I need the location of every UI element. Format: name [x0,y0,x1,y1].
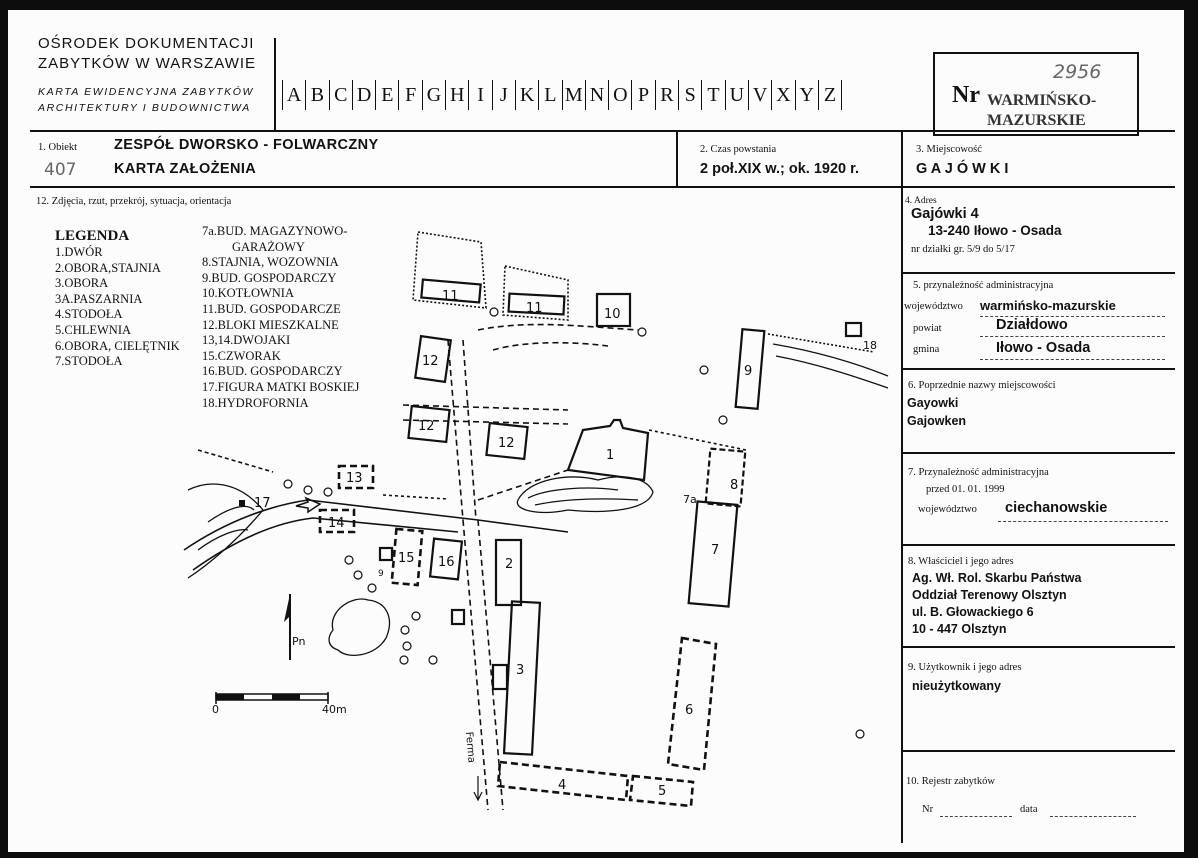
owner-line: 10 - 447 Olsztyn [912,622,1007,636]
map-label-12c: 12 [498,436,515,451]
handwritten-object-number: 407 [44,160,77,180]
plot-numbers: nr działki gr. 5/9 do 5/17 [911,244,1015,255]
map-label-17: 17 [254,496,271,511]
scale-start-label: 0 [212,703,219,716]
address-label: 4. Adres [905,196,937,206]
map-label-11b: 11 [526,301,543,316]
date-value: 2 poł.XIX w.; ok. 1920 r. [700,161,860,177]
map-label-12b: 12 [418,419,435,434]
address-line1: Gajówki 4 [911,206,979,222]
admin-label: 5. przynależność administracyjna [913,280,1054,291]
map-label-2: 2 [505,557,514,572]
road-label-ferma: Ferma [463,731,477,764]
map-label-7a: 7a [683,493,697,506]
index-letter: G [422,80,445,110]
map-label-9-small: 9 [378,569,384,579]
map-label-7: 7 [711,543,720,558]
index-letter: C [329,80,352,110]
index-letter: X [771,80,794,110]
legend-item: 7a.BUD. MAGAZYNOWO- [202,224,348,238]
site-plan [8,10,898,850]
register-nr-label: Nr [922,804,934,815]
index-letter: O [608,80,631,110]
index-letter: M [562,80,585,110]
locality-label: 3. Miejscowość [916,144,982,155]
card-subtitle: KARTA EWIDENCYJNA ZABYTKÓW ARCHITEKTURY I BUDOWNICTWA [38,86,255,114]
former-voivodeship-value: ciechanowskie [1005,500,1108,516]
register-date-label: data [1020,804,1038,815]
region-stamp-line2: MAZURSKIE [987,112,1086,129]
legend-item: 8.STAJNIA, WOZOWNIA [202,255,339,270]
map-label-18: 18 [863,339,877,352]
index-letter: U [725,80,748,110]
former-names-label: 6. Poprzednie nazwy miejscowości [908,380,1056,391]
map-label-6: 6 [685,703,694,718]
legend-item: 17.FIGURA MATKI BOSKIEJ [202,379,360,394]
legend-item: 6.OBORA, CIELĘTNIK [55,338,180,353]
legend-item: GARAŻOWY [232,239,305,254]
owner-line: Ag. Wł. Rol. Skarbu Państwa [912,571,1082,585]
voivodeship-value: warmińsko-mazurskie [980,298,1116,313]
legend-item: 16.BUD. GOSPODARCZY [202,364,343,379]
former-name-1: Gayowki [907,396,959,410]
north-label: Pn [292,635,306,648]
registry-number-box [933,52,1139,136]
legend-item: 2.OBORA,STAJNIA [55,260,161,275]
map-label-15: 15 [398,551,415,566]
legend-item: 9.BUD. GOSPODARCZY [202,270,337,285]
admin-before-label: 7. Przynależność administracyjna [908,467,1049,478]
handwritten-number: 2956 [1053,61,1102,83]
map-label-3: 3 [516,663,525,678]
map-label-5: 5 [658,784,667,799]
object-label: 1. Obiekt [38,142,78,153]
map-label-13: 13 [346,471,363,486]
map-label-4: 4 [558,778,567,793]
scale-end-label: 40m [322,703,347,716]
index-letter: F [398,80,421,110]
index-letter: H [445,80,468,110]
date-label: 2. Czas powstania [700,144,777,155]
map-label-1: 1 [606,448,615,463]
legend-item: 15.CZWORAK [202,348,281,363]
map-label-16: 16 [438,555,455,570]
index-letter: N [585,80,608,110]
legend-item: 12.BLOKI MIESZKALNE [202,317,339,332]
owner-line: Oddział Terenowy Olsztyn [912,588,1067,602]
map-label-12a: 12 [422,354,439,369]
county-value: Działdowo [996,317,1068,333]
index-letter: D [352,80,375,110]
legend-item: 4.STODOŁA [55,307,123,322]
index-letter: Y [795,80,818,110]
legend-item: 1.DWÓR [55,245,103,259]
legend-item: 5.CHLEWNIA [55,322,132,337]
index-letter: E [375,80,398,110]
legend-item: 18.HYDROFORNIA [202,395,309,410]
index-letter: A [282,80,305,110]
record-card [8,10,1184,852]
index-letter: J [492,80,515,110]
locality-value: G A J Ó W K I [916,161,1009,177]
commune-label: gmina [913,344,940,355]
former-voivodeship-label: województwo [918,504,977,515]
owner-line: ul. B. Głowackiego 6 [912,605,1034,619]
map-label-11a: 11 [442,289,459,304]
object-type: KARTA ZAŁOŻENIA [114,161,257,177]
nr-label: Nr [952,82,980,108]
map-label-9: 9 [744,364,753,379]
former-name-2: Gajowken [907,414,967,428]
legend-item: 3A.PASZARNIA [55,291,143,306]
legend-title: LEGENDA [55,228,130,244]
index-letter: V [748,80,771,110]
index-letter: B [305,80,328,110]
legend-item: 3.OBORA [55,276,109,291]
user-value: nieużytkowany [912,679,1001,693]
drawing-section-label: 12. Zdjęcia, rzut, przekrój, sytuacja, orientacja [36,196,232,207]
admin-before-date: przed 01. 01. 1999 [926,484,1005,495]
legend-item: 10.KOTŁOWNIA [202,286,294,301]
index-letter: L [538,80,561,110]
index-letter: Z [818,80,841,110]
legend-item: 11.BUD. GOSPODARCZE [202,301,341,316]
owner-label: 8. Właściciel i jego adres [908,556,1014,567]
user-label: 9. Użytkownik i jego adres [908,662,1022,673]
index-letter: K [515,80,538,110]
institution-name: OŚRODEK DOKUMENTACJI ZABYTKÓW W WARSZAWIE [38,35,257,72]
county-label: powiat [913,323,942,334]
region-stamp-line1: WARMIŃSKO- [987,92,1097,109]
legend-item: 7.STODOŁA [55,354,123,369]
legend-item: 13,14.DWOJAKI [202,333,291,348]
index-letter: I [468,80,491,110]
map-label-8: 8 [730,478,739,493]
index-letter: R [655,80,678,110]
owner-address [912,570,1081,638]
voivodeship-label: województwo [904,301,963,312]
map-label-10: 10 [604,307,621,322]
object-name: ZESPÓŁ DWORSKO - FOLWARCZNY [114,137,379,153]
map-label-14: 14 [328,516,345,531]
index-letter: T [701,80,724,110]
index-letter: P [631,80,654,110]
address-line2: 13-240 Iłowo - Osada [928,223,1062,238]
register-label: 10. Rejestr zabytków [906,776,995,787]
commune-value: Iłowo - Osada [996,340,1091,356]
index-letter: S [678,80,701,110]
